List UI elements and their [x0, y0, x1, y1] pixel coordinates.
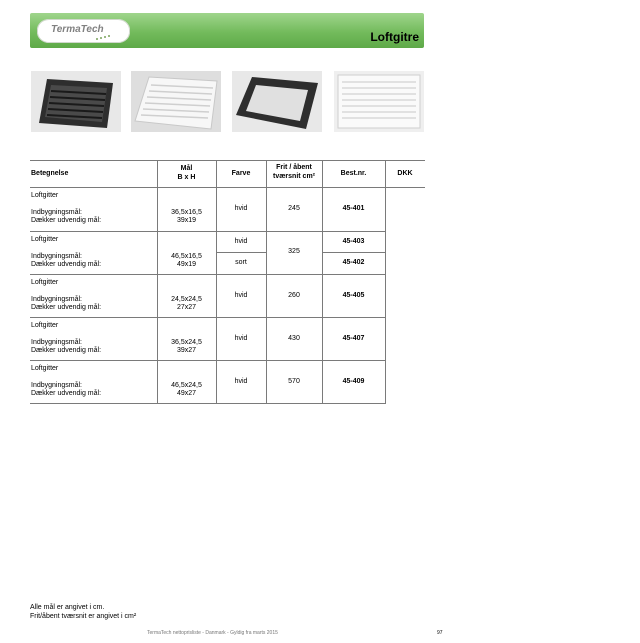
row3-color: hvid — [234, 292, 248, 299]
row5-label1: Indbygningsmål: — [31, 382, 82, 389]
product-image-white-grille-2 — [334, 71, 424, 132]
row1-dim2: 39x19 — [176, 217, 197, 224]
row2-color-a: hvid — [234, 238, 248, 245]
row4-area: 430 — [288, 335, 300, 342]
logo-dots-icon — [95, 34, 115, 42]
row1-label2: Dækker udvendig mål: — [31, 217, 102, 224]
row2-label2: Dækker udvendig mål: — [31, 261, 102, 268]
termatech-logo — [37, 19, 130, 43]
row1-label1: Indbygningsmål: — [31, 209, 82, 216]
header-tvaersnit: tværsnit cm² — [272, 173, 315, 180]
row2-color-b: sort — [235, 259, 247, 266]
header-bestnr: Best.nr. — [340, 170, 367, 177]
row5-name: Loftgitter — [31, 365, 59, 372]
row4-label1: Indbygningsmål: — [31, 339, 82, 346]
row4-color: hvid — [234, 335, 248, 342]
row4-name: Loftgitter — [31, 322, 59, 329]
row4-dim2: 39x27 — [176, 347, 197, 354]
row1-name: Loftgitter — [31, 192, 59, 199]
page-title: Loftgitre — [370, 30, 419, 44]
row2-number-b: 45-402 — [342, 259, 365, 266]
row1-number: 45-401 — [342, 205, 365, 212]
row2-number-a: 45-403 — [342, 238, 365, 245]
row5-label2: Dækker udvendig mål: — [31, 390, 102, 397]
row3-dim2: 27x27 — [176, 304, 197, 311]
row5-area: 570 — [288, 378, 300, 385]
product-image-white-grille — [131, 71, 221, 132]
row2-dim2: 49x19 — [176, 261, 197, 268]
row2-area: 325 — [288, 248, 300, 255]
row2-label1: Indbygningsmål: — [31, 253, 82, 260]
row1-dim1: 36,5x16,5 — [171, 209, 202, 216]
row3-name: Loftgitter — [31, 279, 59, 286]
header-dkk: DKK — [397, 170, 413, 177]
product-image-black-grille — [31, 71, 121, 132]
header-maal: Mål — [180, 165, 193, 172]
row5-number: 45-409 — [342, 378, 365, 385]
footer-note-units: Alle mål er angivet i cm. — [30, 604, 105, 611]
row4-label2: Dækker udvendig mål: — [31, 347, 102, 354]
price-table — [30, 160, 425, 404]
row3-area: 260 — [288, 292, 300, 299]
product-image-black-frame — [232, 71, 322, 132]
row5-dim1: 46,5x24,5 — [171, 382, 202, 389]
row4-dim1: 36,5x24,5 — [171, 339, 202, 346]
header-frit: Frit / åbent — [276, 164, 312, 171]
row1-area: 245 — [288, 205, 300, 212]
row2-dim1: 46,5x16,5 — [171, 253, 202, 260]
logo-text: TermaTech — [51, 24, 104, 35]
footer-caption: TermaTech nettoprisliste - Danmark - Gyldig fra marts 2015 — [147, 630, 278, 636]
header-betegnelse: Betegnelse — [31, 170, 69, 177]
row3-dim1: 24,5x24,5 — [171, 296, 202, 303]
row5-color: hvid — [234, 378, 248, 385]
header-farve: Farve — [231, 170, 251, 177]
page-number: 97 — [437, 630, 443, 636]
row3-label2: Dækker udvendig mål: — [31, 304, 102, 311]
header-banner — [30, 13, 424, 48]
row1-color: hvid — [234, 205, 248, 212]
row3-label1: Indbygningsmål: — [31, 296, 82, 303]
row5-dim2: 49x27 — [176, 390, 197, 397]
row2-name: Loftgitter — [31, 236, 59, 243]
footer-note-area: Frit/åbent tværsnit er angivet i cm² — [30, 613, 137, 620]
header-maal-bxh: B x H — [177, 174, 196, 181]
row4-number: 45-407 — [342, 335, 365, 342]
row3-number: 45-405 — [342, 292, 365, 299]
